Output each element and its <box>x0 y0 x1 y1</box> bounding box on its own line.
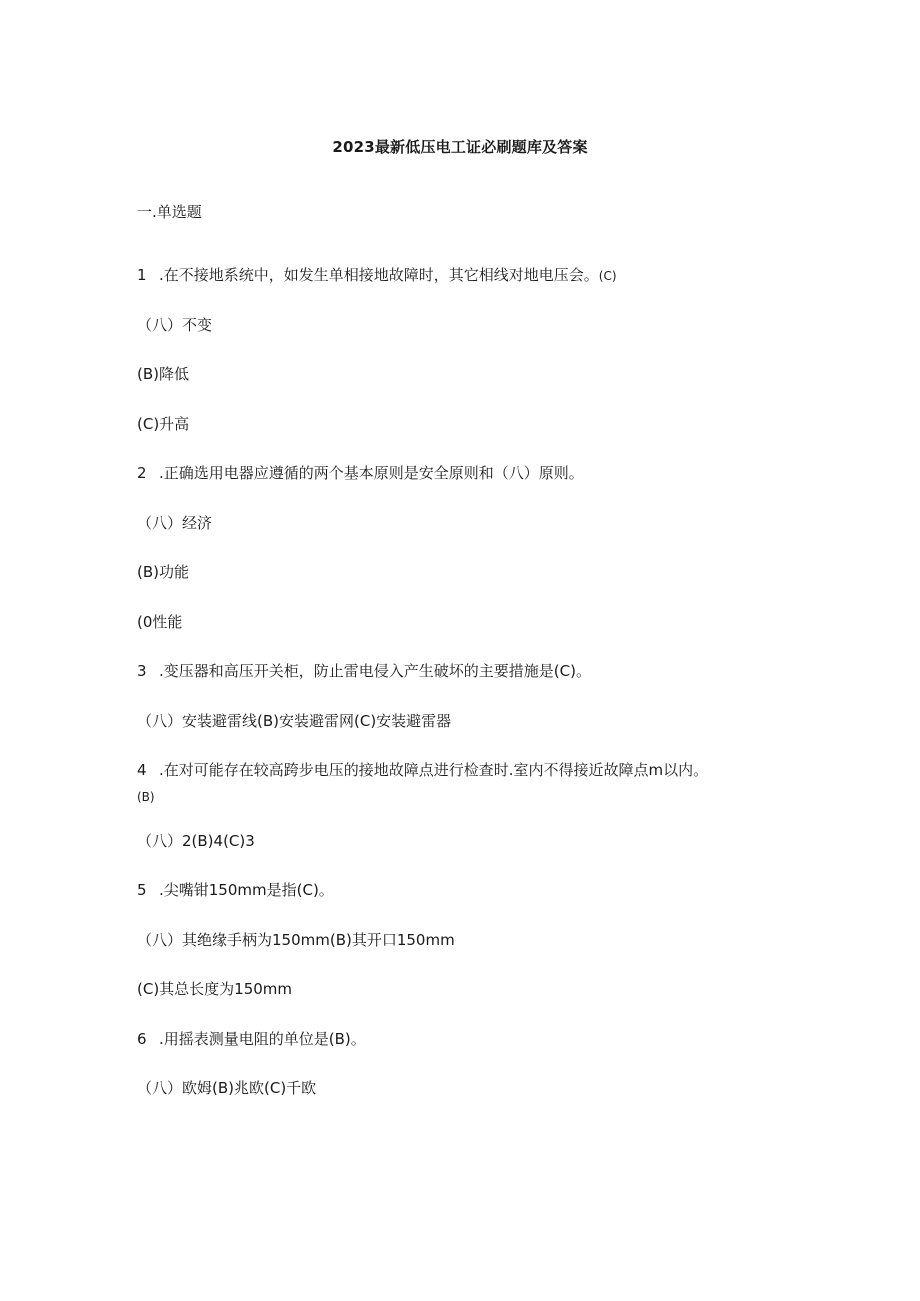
option-a: （八）不变 <box>137 316 213 334</box>
question-6 <box>137 1028 366 1050</box>
question-number: 6 <box>137 1030 147 1048</box>
options-line: （八）安装避雷线(B)安装避雷网(C)安装避雷器 <box>137 712 452 730</box>
question-number: 3 <box>137 662 147 680</box>
question-text: .在不接地系统中，如发生单相接地故障时，其它相线对地电压会。 <box>159 266 599 284</box>
option-c: (C)其总长度为150mm <box>137 980 293 998</box>
option-c: (0性能 <box>137 613 183 631</box>
options-line: （八）2(B)4(C)3 <box>137 832 255 850</box>
question-3 <box>137 660 591 682</box>
question-text: .正确选用电器应遵循的两个基本原则是安全原则和（八）原则。 <box>159 464 584 482</box>
option-a: （八）经济 <box>137 514 213 532</box>
question-1 <box>137 264 617 287</box>
option-b: (B)降低 <box>137 365 189 383</box>
document-title: 2023最新低压电工证必刷题库及答案 <box>332 138 588 156</box>
question-number: 1 <box>137 266 147 284</box>
question-5 <box>137 879 334 901</box>
question-2 <box>137 462 584 484</box>
options-line: （八）欧姆(B)兆欧(C)千欧 <box>137 1079 317 1097</box>
question-answer: (C) <box>598 269 617 283</box>
option-b: (B)功能 <box>137 563 189 581</box>
question-4 <box>137 759 708 781</box>
question-text: .尖嘴钳150mm是指(C)。 <box>159 881 334 899</box>
section-heading: 一.单选题 <box>137 203 202 221</box>
question-number: 2 <box>137 464 147 482</box>
question-text: .变压器和高压开关柜，防止雷电侵入产生破坏的主要措施是(C)。 <box>159 662 591 680</box>
options-line: （八）其绝缘手柄为150mm(B)其开口150mm <box>137 931 455 949</box>
question-answer: (B) <box>137 790 155 804</box>
question-text: .在对可能存在较高跨步电压的接地故障点进行检查时.室内不得接近故障点m以内。 <box>159 761 709 779</box>
question-text: .用摇表测量电阻的单位是(B)。 <box>159 1030 366 1048</box>
question-number: 5 <box>137 881 147 899</box>
question-number: 4 <box>137 761 147 779</box>
option-c: (C)升高 <box>137 415 190 433</box>
